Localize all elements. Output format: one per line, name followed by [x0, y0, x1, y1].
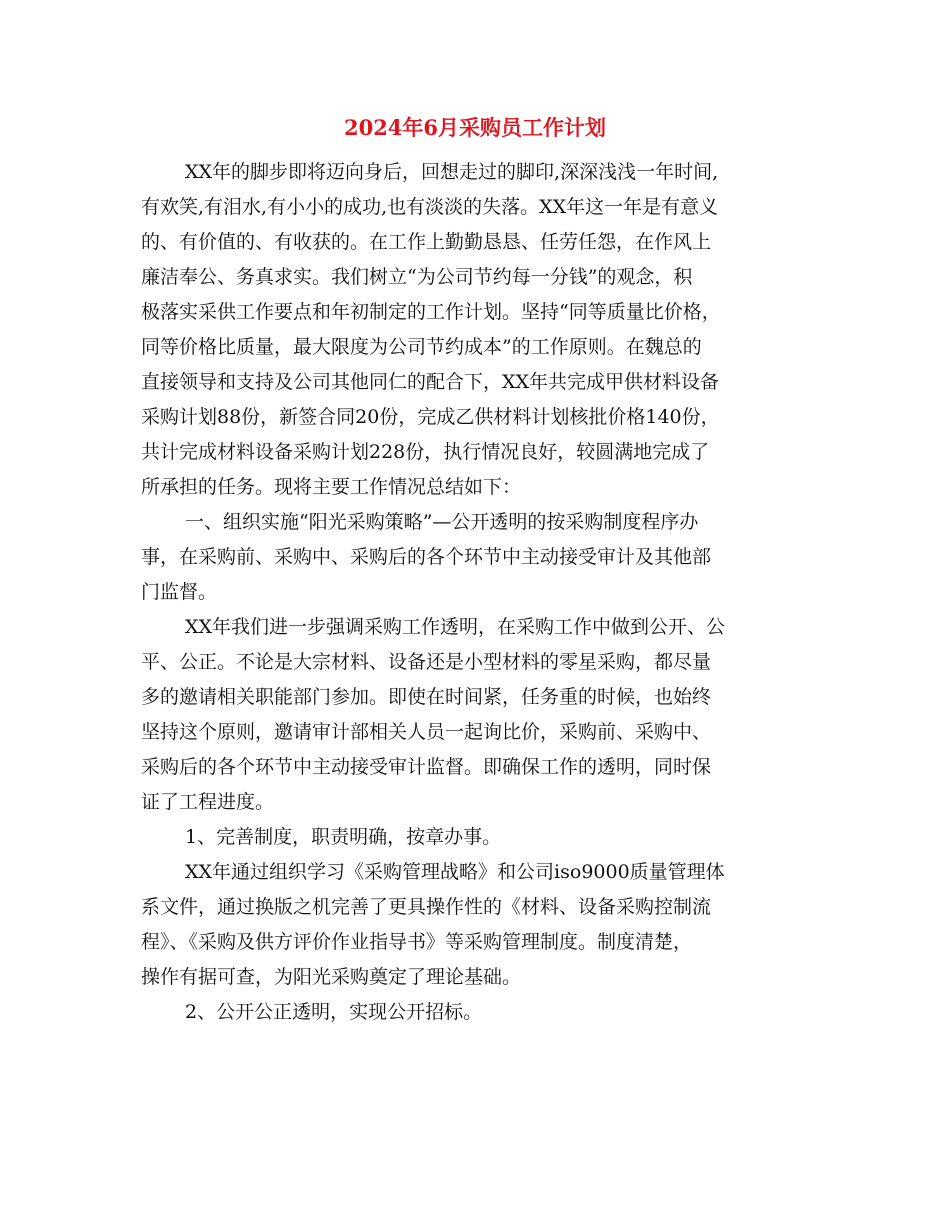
document-body — [141, 155, 809, 1030]
text-line: 平、公正。不论是大宗材料、设备还是小型材料的零星采购，都尽量 — [141, 651, 712, 673]
text-line: XX年的脚步即将迈向身后，回想走过的脚印,深深浅浅一年时间, — [185, 161, 719, 183]
text-line: 采购计划88份，新签合同20份，完成乙供材料计划核批价格140份， — [141, 406, 720, 428]
text-line: 所承担的任务。现将主要工作情况总结如下： — [141, 476, 522, 498]
text-line: XX年我们进一步强调采购工作透明，在采购工作中做到公开、公 — [185, 616, 726, 638]
text-line: 门监督。 — [141, 581, 218, 603]
text-line: 1、完善制度，职责明确，按章办事。 — [185, 826, 502, 848]
text-line: 有欢笑,有泪水,有小小的成功,也有淡淡的失落。XX年这一年是有意义 — [141, 196, 719, 218]
text-line: 系文件，通过换版之机完善了更具操作性的《材料、设备采购控制流 — [141, 896, 712, 918]
text-line: 证了工程进度。 — [141, 791, 275, 813]
text-line: 操作有据可查，为阳光采购奠定了理论基础。 — [141, 966, 522, 988]
text-line: 同等价格比质量，最大限度为公司节约成本”的工作原则。在魏总的 — [141, 336, 702, 358]
text-line: 直接领导和支持及公司其他同仁的配合下，XX年共完成甲供材料设备 — [141, 371, 720, 393]
text-line: 廉洁奉公、务真求实。我们树立“为公司节约每一分钱”的观念，积 — [141, 266, 693, 288]
text-line: 多的邀请相关职能部门参加。即使在时间紧，任务重的时候，也始终 — [141, 686, 712, 708]
page-title: 2024年6月采购员工作计划 — [343, 115, 607, 140]
text-line: 坚持这个原则，邀请审计部相关人员一起询比价，采购前、采购中、 — [141, 721, 712, 743]
text-line: 共计完成材料设备采购计划228份，执行情况良好，较圆满地完成了 — [141, 441, 710, 463]
text-line: 的、有价值的、有收获的。在工作上勤勤恳恳、任劳任怨，在作风上 — [141, 231, 712, 253]
text-line: 极落实采供工作要点和年初制定的工作计划。坚持“同等质量比价格， — [141, 301, 721, 323]
text-line: XX年通过组织学习《采购管理战略》和公司iso9000质量管理体 — [185, 861, 725, 883]
text-line: 事，在采购前、采购中、采购后的各个环节中主动接受审计及其他部 — [141, 546, 712, 568]
text-line: 2、公开公正透明，实现公开招标。 — [185, 1001, 483, 1023]
text-line: 一、组织实施“阳光采购策略”—公开透明的按采购制度程序办 — [185, 511, 699, 533]
text-line: 采购后的各个环节中主动接受审计监督。即确保工作的透明，同时保 — [141, 756, 712, 778]
text-line: 程》、《采购及供方评价作业指导书》等采购管理制度。制度清楚， — [141, 931, 693, 953]
